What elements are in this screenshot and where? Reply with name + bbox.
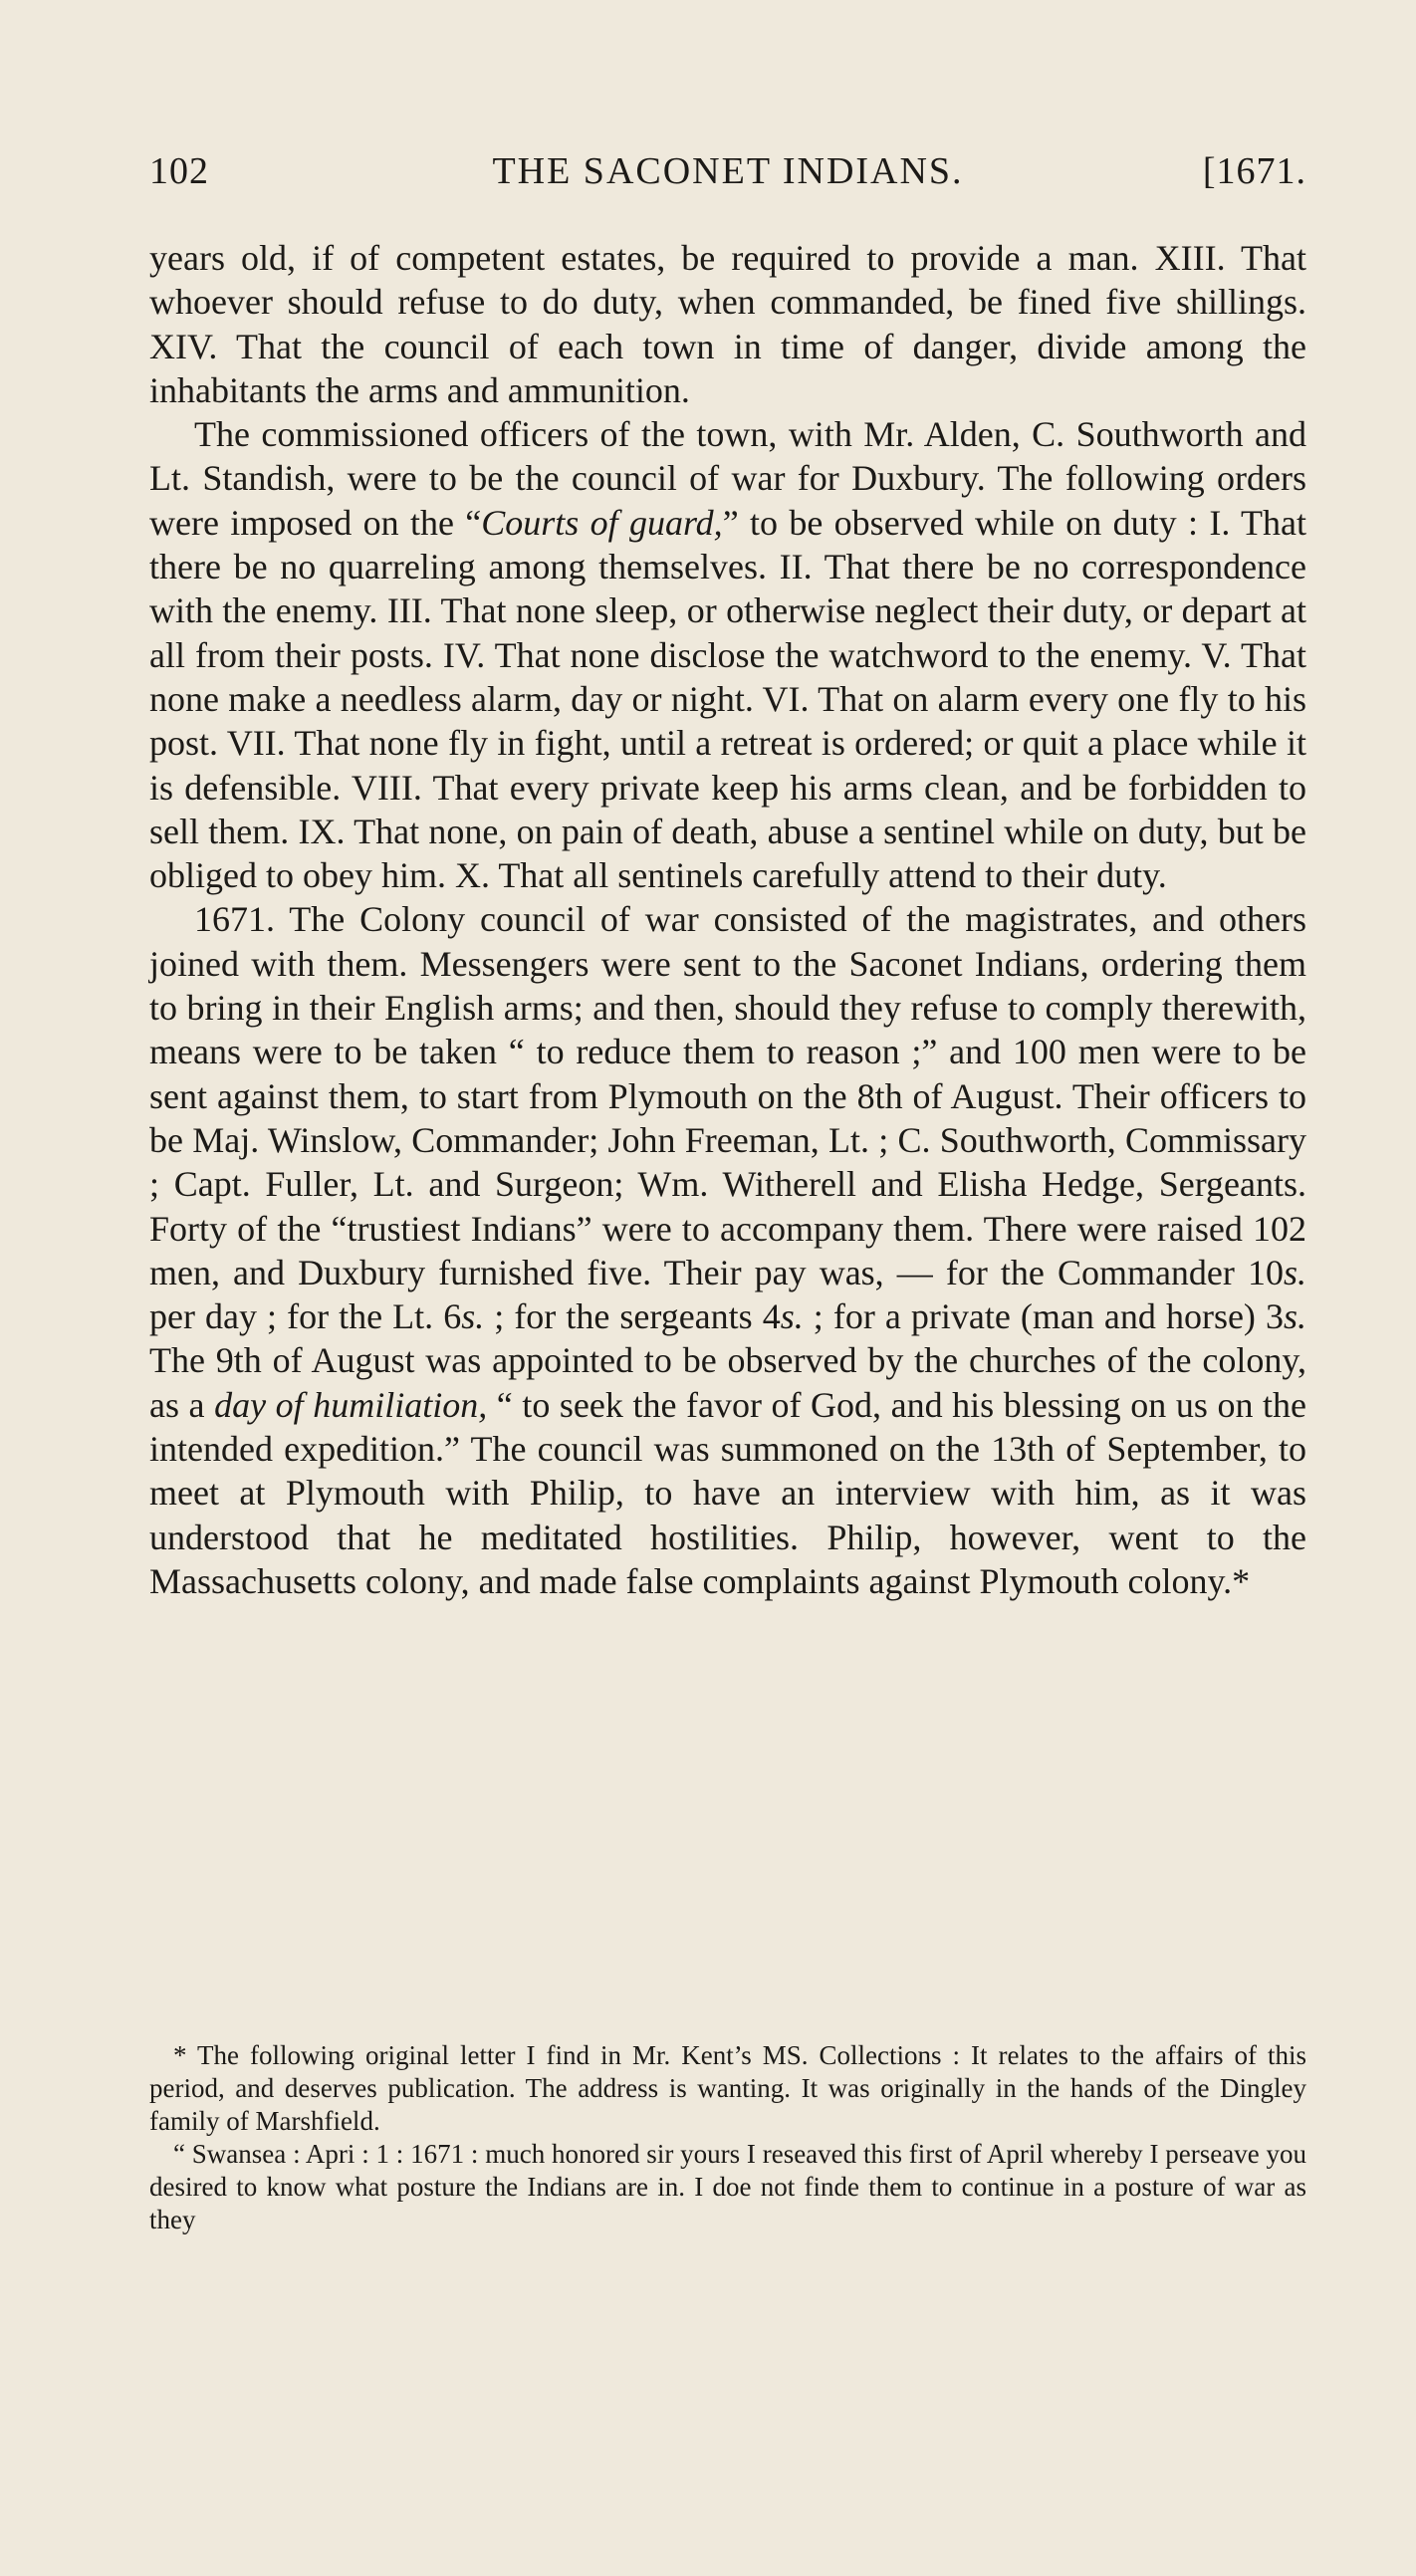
text-run: 1671. The Colony council of war consisted of the magistrates, and others joined with them. Messengers were sent to the Saconet Indians, ordering them to bring in their English arms; and then, should they refuse to comply therewith, means were to be taken “ to reduce them to reason ;” and 100 men were to be sent against them, to start from Plymouth on the 8th of August. Their officers to be Maj. Winslow, Commander; John Freeman, Lt. ; C. Southworth, Commissary ; Capt. Fuller, Lt. and Surgeon; Wm. Witherell and Elisha Hedge, Sergeants. Forty of the “trustiest Indians” were to accompany them. There were raised 102 men, and Duxbury furnished five. Their pay was, — for the Commander 10 <box>149 899 1306 1292</box>
italic-text: Courts of guard, <box>481 502 723 543</box>
italic-text: s. <box>1283 1296 1306 1337</box>
italic-text: s. <box>1283 1252 1306 1292</box>
paragraph-1671 <box>149 897 1306 1603</box>
paragraph-continued: years old, if of competent estates, be required to provide a man. XIII. That whoever should refuse to do duty, when commanded, be fined five shillings. XIV. That the council of each town in time of danger, divide among the inhabitants the arms and ammunition. <box>149 238 1306 410</box>
italic-text: day of humiliation, <box>214 1384 488 1425</box>
footnotes <box>149 2039 1306 2236</box>
running-title: THE SACONET INDIANS. <box>492 150 964 192</box>
text-run: The commissioned officers of the town, with Mr. Alden, C. Southworth and Lt. Standish, were to be the council of war for Duxbury. The following orders were imposed on the “ <box>149 414 1306 543</box>
text-run: ; for a private (man and horse) 3 <box>803 1296 1284 1337</box>
text-run: ; for the sergeants 4 <box>484 1296 781 1337</box>
text-run: The 9th of August was appointed to be observed by the churches of the colony, as a <box>149 1340 1306 1425</box>
main-text <box>149 236 1306 1603</box>
page-number: 102 <box>149 150 209 192</box>
running-year: [1671. <box>1202 150 1306 192</box>
footnote: * The following original letter I find in Mr. Kent’s MS. Collections : It relates to the affairs of this period, and deserves publication. The address is wanting. It was originally in the hands of the Dingley family of Marshfield. <box>149 2040 1306 2136</box>
text-run: per day ; for the Lt. 6 <box>149 1296 462 1337</box>
running-header <box>149 149 1306 199</box>
paragraph-council-of-war <box>149 412 1306 897</box>
footnote-letter: “ Swansea : Apri : 1 : 1671 : much honored sir yours I reseaved this first of April whereby I perseave you desired to know what posture the Indians are in. I doe not finde them to continue in a posture of war as they <box>149 2139 1306 2234</box>
italic-text: s. <box>461 1296 485 1337</box>
text-run: ” to be observed while on duty : I. That there be no quarreling among themselves. II. That there be no correspondence with the enemy. III. That none sleep, or otherwise neglect their duty, or depart at all from their posts. IV. That none disclose the watchword to the enemy. V. That none make a needless alarm, day or night. VI. That on alarm every one fly to his post. VII. That none fly in fight, until a retreat is ordered; or quit a place while it is defensible. VIII. That every private keep his arms clean, and be forbidden to sell them. IX. That none, on pain of death, abuse a sentinel while on duty, but be obliged to obey him. X. That all sentinels carefully attend to their duty. <box>149 502 1306 896</box>
italic-text: s. <box>780 1296 804 1337</box>
text-run: “ to seek the favor of God, and his blessing on us on the intended expedition.” The council was summoned on the 13th of September, to meet at Plymouth with Philip, to have an interview with him, as it was understood that he meditated hostilities. Philip, however, went to the Massachusetts colony, and made false complaints against Plymouth colony.* <box>149 1384 1306 1601</box>
